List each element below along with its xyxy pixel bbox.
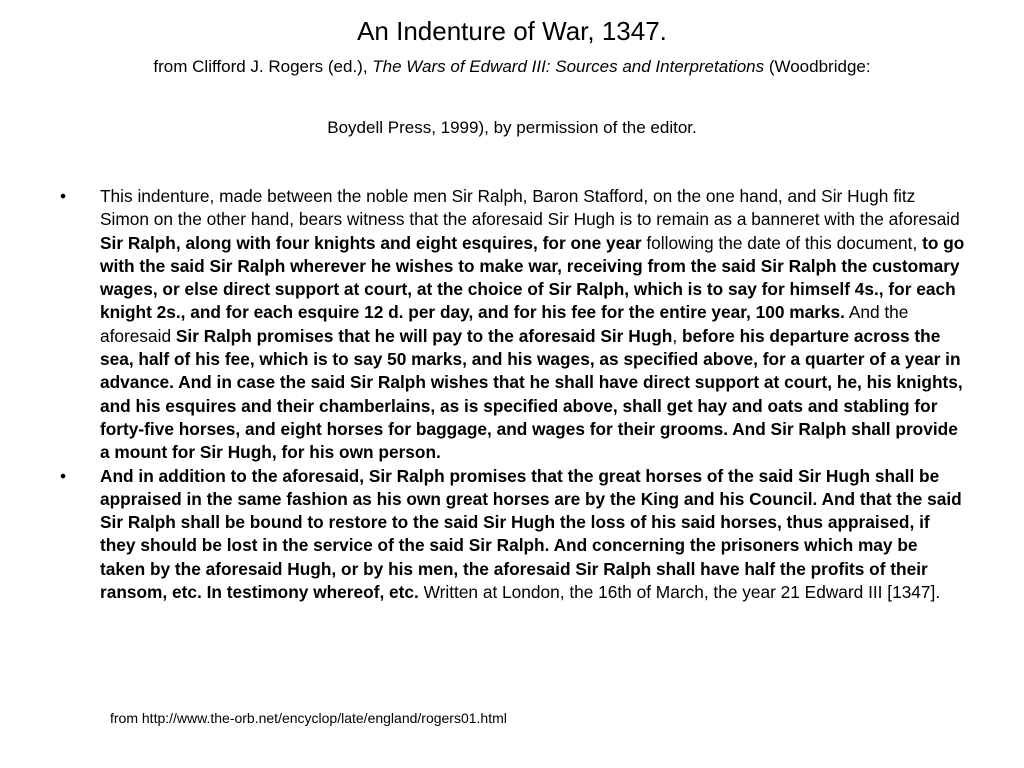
paragraph-bold-text: And in addition to the aforesaid, Sir Ralph promises that the great horses of the said Sir Hugh shall be appraised in the same fashion as his own great horses are by the King and his Council. And that the said Sir Ralph shall be bound to restore to the said Sir Hugh the loss of his said horses, thus appraised, if they should be lost in the service of the said Sir Ralph. And concerning the prisoners which may be taken by the aforesaid Hugh, or by his men, the aforesaid Sir Ralph shall have half the profits of their ransom, etc. In testimony whereof, etc.	[100, 465, 962, 603]
citation-book-title: The Wars of Edward III: Sources and Interpretations	[372, 57, 765, 76]
citation-line-1	[0, 57, 1024, 77]
bullet-list	[0, 185, 1024, 604]
paragraph-text: ,	[672, 325, 682, 346]
paragraph-bold-text: before his departure across the sea, half of his fee, which is to say 50 marks, and his wages, as specified above, for a quarter of a year in advance. And in case the said Sir Ralph wishes that he shall have direct support at court, he, his knights, and his esquires and their chamberlains, as is specified above, shall get hay and oats and stabling for forty-five horses, and eight horses for baggage, and wages for their grooms. And Sir Ralph shall provide a mount for Sir Hugh, for his own person.	[100, 325, 963, 463]
bullet-paragraph-2	[0, 465, 966, 605]
citation-prefix: from Clifford J. Rogers (ed.),	[153, 57, 373, 76]
paragraph-text: And the aforesaid	[100, 302, 909, 346]
bullet-paragraph-1	[0, 185, 966, 465]
bullet-marker: •	[60, 186, 67, 206]
paragraph-bold-text: Sir Ralph, along with four knights and eight esquires, for one year	[100, 232, 642, 253]
paragraph-text: This indenture, made between the noble men Sir Ralph, Baron Stafford, on the one hand, and Sir Hugh fitz Simon on the other hand, bears witness that the aforesaid Sir Hugh is to remain as a banneret with the aforesaid	[100, 186, 960, 230]
bullet-marker: •	[60, 465, 67, 486]
paragraph-bold-text: to go with the said Sir Ralph wherever he wishes to make war, receiving from the said Sir Ralph the customary wages, or else direct support at court, at the choice of Sir Ralph, which is to say for himself 4s., for each knight 2s., and for each esquire 12 d. per day, and for his fee for the entire year, 100 marks.	[100, 232, 965, 323]
page-title: An Indenture of War, 1347.	[357, 16, 667, 46]
citation-suffix: (Woodbridge:	[764, 57, 871, 76]
citation-line-2: Boydell Press, 1999), by permission of the editor.	[327, 118, 697, 137]
paragraph-text: Written at London, the 16th of March, the year 21 Edward III [1347].	[418, 582, 941, 603]
paragraph-bold-text: Sir Ralph promises that he will pay to the aforesaid Sir Hugh	[175, 325, 673, 346]
source-url: from http://www.the-orb.net/encyclop/late/england/rogers01.html	[110, 710, 507, 726]
paragraph-text: following the date of this document,	[641, 232, 923, 253]
